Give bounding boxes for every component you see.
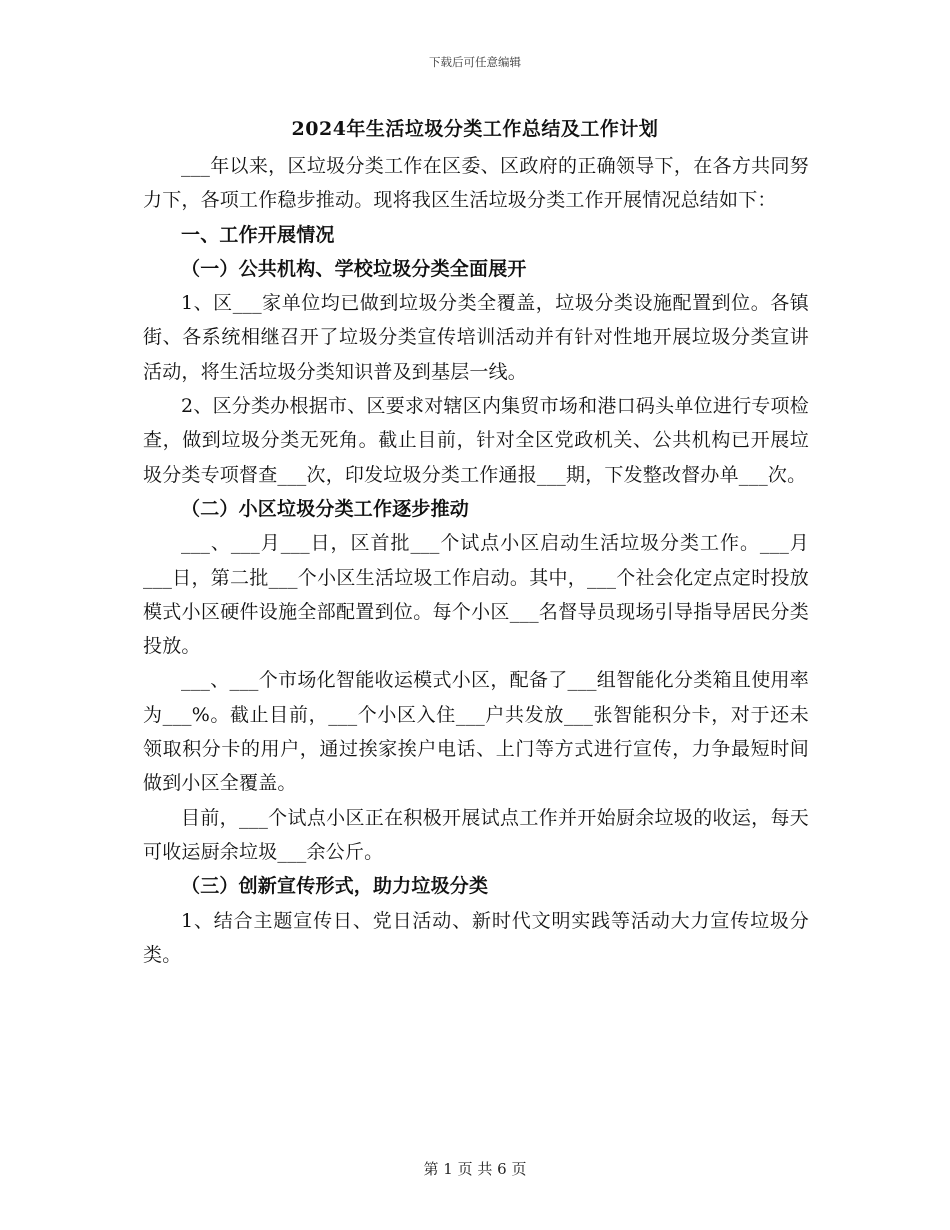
paragraph-2-3: 目前，___个试点小区正在积极开展试点工作并开始厨余垃圾的收运，每天可收运厨余垃圾___余公斤。 (143, 806, 809, 863)
paragraph-2-1: ___、___月___日，区首批___个试点小区启动生活垃圾分类工作。___月___日，第二批___个小区生活垃圾工作启动。其中，___个社会化定点定时投放模式小区硬件设施全部配置到位。每个小区___名督导员现场引导指导居民分类投放。 (143, 532, 809, 658)
subsection-heading-3: （三）创新宣传形式，助力垃圾分类 (181, 875, 489, 898)
page-footer-page-number: 第 1 页 共 6 页 (423, 1160, 527, 1178)
page-header-note: 下载后可任意编辑 (429, 55, 521, 69)
subsection-heading-1: （一）公共机构、学校垃圾分类全面展开 (181, 257, 527, 280)
paragraph-2-2: ___、___个市场化智能收运模式小区，配备了___组智能化分类箱且使用率为___%。截止目前，___个小区入住___户共发放___张智能积分卡，对于还未领取积分卡的用户，通过挨家挨户电话、上门等方式进行宣传，力争最短时间做到小区全覆盖。 (143, 669, 809, 795)
intro-paragraph: ___年以来，区垃圾分类工作在区委、区政府的正确领导下，在各方共同努力下，各项工作稳步推动。现将我区生活垃圾分类工作开展情况总结如下： (143, 155, 809, 212)
paragraph-1-2: 2、区分类办根据市、区要求对辖区内集贸市场和港口码头单位进行专项检查，做到垃圾分类无死角。截止目前，针对全区党政机关、公共机构已开展垃圾分类专项督查___次，印发垃圾分类工作通报___期，下发整改督办单___次。 (143, 395, 809, 486)
document-body (143, 149, 809, 972)
document-title: 2024年生活垃圾分类工作总结及工作计划 (291, 118, 659, 140)
section-heading-1: 一、工作开展情况 (181, 223, 335, 246)
paragraph-1-1: 1、区___家单位均已做到垃圾分类全覆盖，垃圾分类设施配置到位。各镇街、各系统相继召开了垃圾分类宣传培训活动并有针对性地开展垃圾分类宣讲活动，将生活垃圾分类知识普及到基层一线。 (143, 292, 809, 383)
subsection-heading-2: （二）小区垃圾分类工作逐步推动 (181, 497, 470, 520)
paragraph-3-1: 1、结合主题宣传日、党日活动、新时代文明实践等活动大力宣传垃圾分类。 (143, 909, 809, 966)
